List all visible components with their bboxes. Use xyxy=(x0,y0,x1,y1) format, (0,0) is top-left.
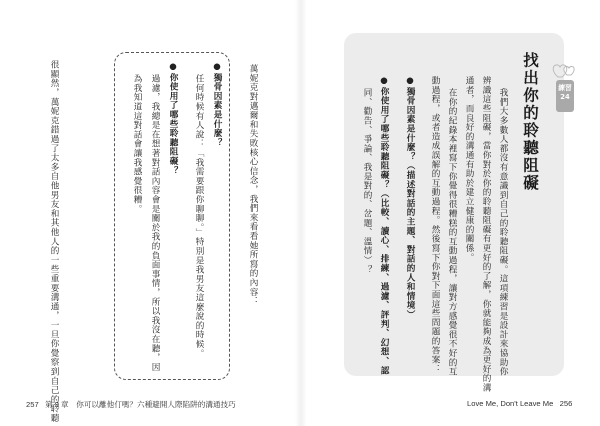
box-answer-blocks-2: 為我知道這對話會讓我感覺很糟。 xyxy=(132,74,142,214)
exercise-title: 找出你的聆聽阻礙 xyxy=(521,52,540,192)
book-gutter xyxy=(295,0,307,426)
right-footer xyxy=(467,399,572,408)
left-text-column-conclusion: 很顯然，萬妮克錯過了太多自他男友和其他人的一些重要溝通，一旦你覺察到自己的聆聽 xyxy=(49,60,59,423)
box-question-blocks: ●你使用了哪些聆聽阻礙？ xyxy=(168,62,178,175)
heart-icon xyxy=(551,62,577,80)
box-answer-blocks-1: 過濾，我總是在想著對話內容會是關於我的負面事情，所以我沒在聽，因 xyxy=(150,74,160,372)
exercise-question-blocks: ●你使用了哪些聆聽阻礙？（比較、讀心、排練、過濾、評判、幻想、認 xyxy=(379,76,389,375)
exercise-question-trigger: ●獨骨因素是什麼？（描述對話的主題、對話的人和情境） xyxy=(405,76,415,320)
intro-line-5: 動過程，或者造成誤解的互動過程。然後寫下你對下面這些問題的答案： xyxy=(430,76,440,374)
exercise-badge-number: 24 xyxy=(560,93,570,101)
exercise-badge-label: 練習 xyxy=(558,84,572,92)
left-page-number: 257 xyxy=(26,400,39,409)
intro-line-2: 辨識這些阻礙，當你對於你的聆聽阻礙有更好的了解，你就能夠成為更好的溝 xyxy=(481,76,491,393)
chapter-title: 第 9 章 你可以離他仃嗎？六種避開人際陷阱的溝通技巧 xyxy=(45,400,236,409)
left-footer xyxy=(26,399,236,410)
left-text-column-intro: 萬妮克對邁爾和失敗核心信念，我們來看看她所寫的內容： xyxy=(248,64,258,306)
intro-line-1: 我們大多數人都沒有意識到自己的聆聽阻礙。這項練習是設計來協助你 xyxy=(498,88,508,377)
intro-line-4: 在你的紀錄本裡寫下你覺得很糟糕的互動過程，讓對方感覺很不好的互 xyxy=(447,88,457,377)
box-answer-trigger: 任何時候有人說：「我需要跟你聊聊。」特別是我男友這麼說的時候。 xyxy=(194,74,204,358)
right-page-number: 256 xyxy=(559,399,573,408)
book-running-title: Love Me, Don't Leave Me xyxy=(467,399,554,408)
intro-line-3: 通者，而良好的溝通有助於建立健康的關係。 xyxy=(464,76,474,262)
exercise-badge xyxy=(556,80,574,112)
exercise-question-blocks-cont: 同、勸告、爭論、我是對的、岔題、溫情）？ xyxy=(362,88,372,274)
box-question-trigger: ●獨骨因素是什麼？ xyxy=(212,62,222,148)
